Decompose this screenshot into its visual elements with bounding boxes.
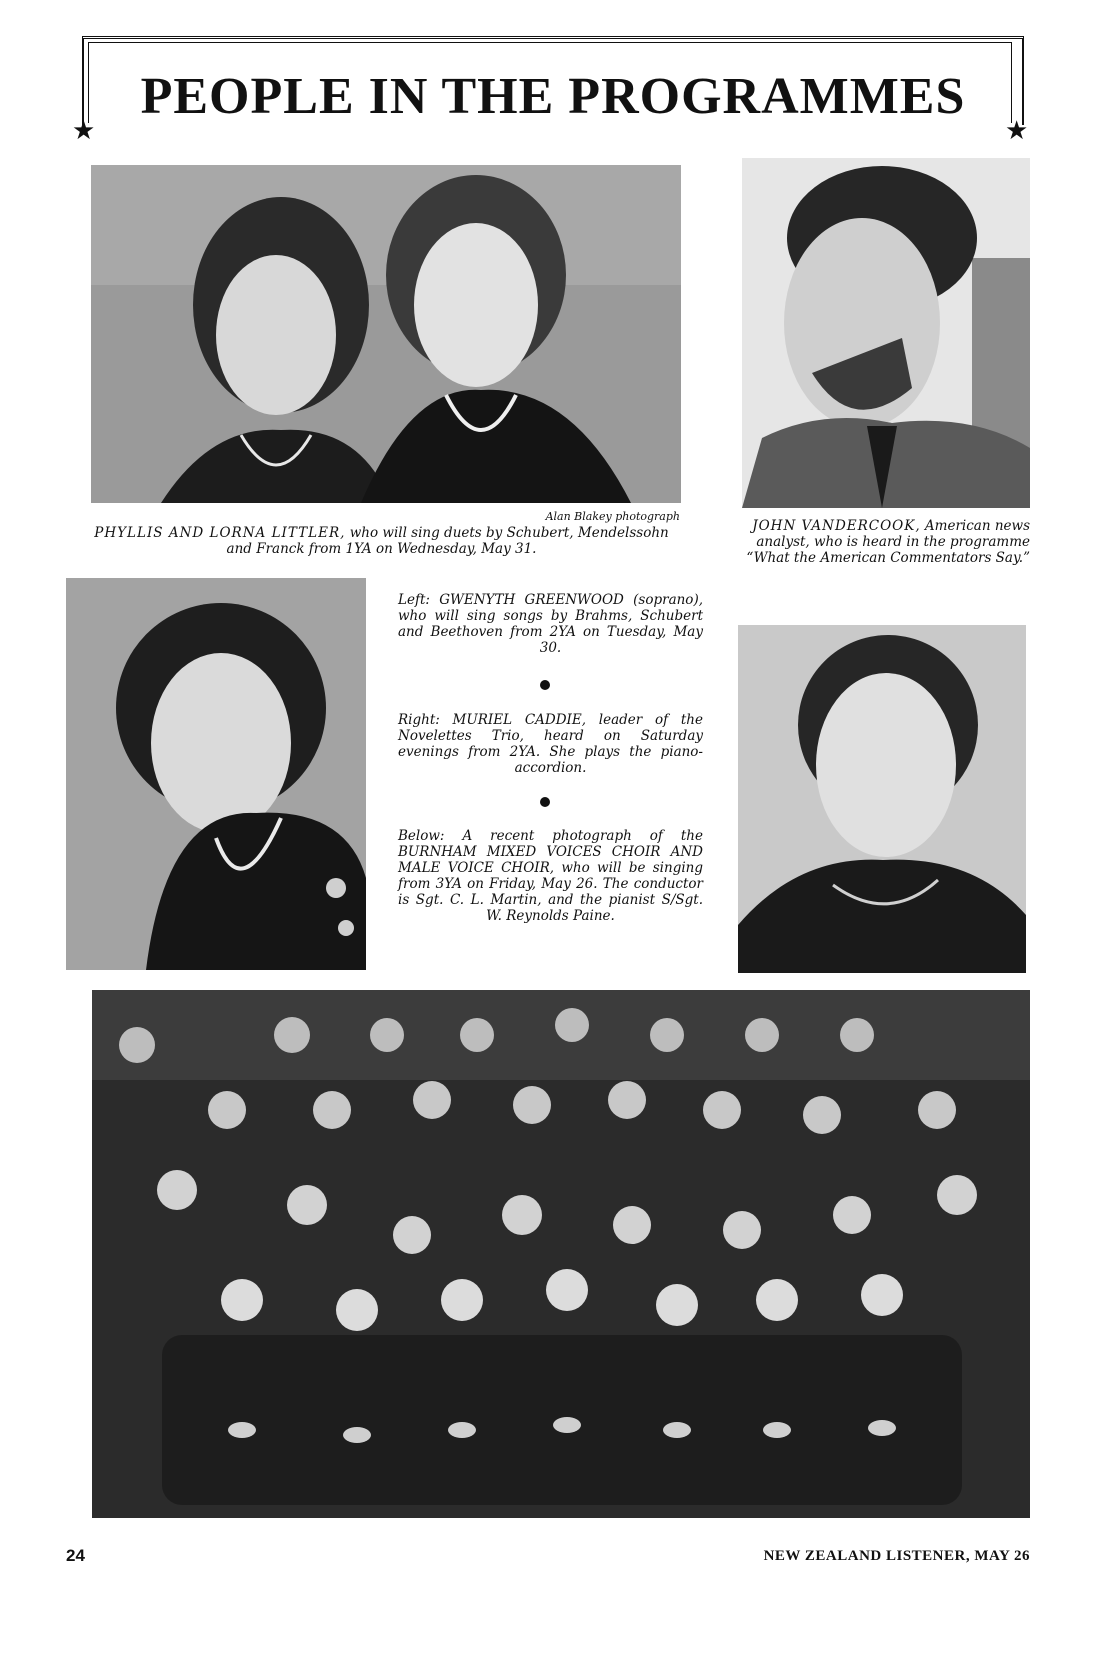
littler-caption-text: who will sing duets by Schubert, Mendelssohn and Franck from 1YA on Wednesday, May 31. xyxy=(226,525,669,557)
page-title: PEOPLE IN THE PROGRAMMES xyxy=(140,68,966,125)
greenwood-photo xyxy=(66,578,366,970)
caddie-photo xyxy=(738,625,1026,973)
littler-caption-name: PHYLLIS AND LORNA LITTLER, xyxy=(94,525,346,541)
vandercook-caption-text: American news analyst, who is heard in the programme “What the American Commentators Say.” xyxy=(746,518,1030,566)
bullet-separator xyxy=(540,797,550,807)
page-number: 24 xyxy=(66,1546,85,1565)
vandercook-caption xyxy=(725,518,1030,566)
publication-footer: NEW ZEALAND LISTENER, MAY 26 xyxy=(763,1548,1030,1564)
vandercook-photo xyxy=(742,158,1030,508)
photo-credit: Alan Blakey photograph xyxy=(545,510,680,523)
littler-sisters-photo xyxy=(91,165,681,503)
caddie-caption: Right: MURIEL CADDIE, leader of the Novelettes Trio, heard on Saturday evenings from 2YA. She plays the piano-accordion. xyxy=(398,712,703,776)
greenwood-caption: Left: GWENYTH GREENWOOD (soprano), who will sing songs by Brahms, Schubert and Beethoven from 2YA on Tuesday, May 30. xyxy=(398,592,703,656)
star-icon: ★ xyxy=(1005,116,1029,146)
burnham-choir-photo xyxy=(92,990,1030,1518)
littler-caption xyxy=(80,525,683,557)
vandercook-caption-name: JOHN VANDERCOOK, xyxy=(752,518,921,534)
bullet-separator xyxy=(540,680,550,690)
star-icon: ★ xyxy=(72,116,96,146)
choir-caption: Below: A recent photograph of the BURNHAM MIXED VOICES CHOIR AND MALE VOICE CHOIR, who will be singing from 3YA on Friday, May 26. The conductor is Sgt. C. L. Martin, and the pianist S/Sgt. W. Reynolds Paine. xyxy=(398,828,703,924)
